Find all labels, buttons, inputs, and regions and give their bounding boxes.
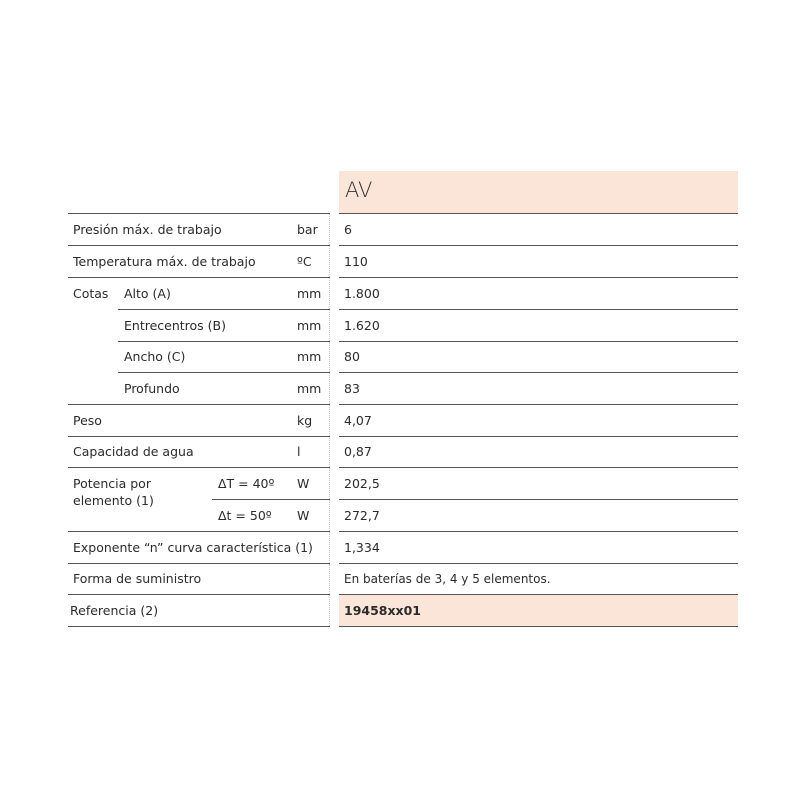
- row-value: 6: [344, 222, 352, 237]
- row-value: 202,5: [344, 476, 380, 491]
- group-label-cotas: Cotas: [73, 286, 109, 301]
- row-value: 19458xx01: [344, 603, 422, 618]
- row-label: Alto (A): [124, 286, 171, 301]
- row-label: ΔT = 40º: [218, 476, 275, 491]
- row-label: Profundo: [124, 381, 180, 396]
- spec-row-water-capacity: [0, 437, 800, 468]
- row-unit: W: [297, 476, 310, 491]
- row-label: Ancho (C): [124, 349, 186, 364]
- row-label: Entrecentros (B): [124, 318, 226, 333]
- row-label: Exponente “n” curva característica (1): [73, 540, 313, 555]
- row-value: 1.620: [344, 318, 380, 333]
- spec-row-pressure: [0, 214, 800, 246]
- row-value: En baterías de 3, 4 y 5 elementos.: [344, 572, 551, 586]
- spec-row-depth: [0, 373, 800, 405]
- row-value: 4,07: [344, 413, 372, 428]
- row-label: Forma de suministro: [73, 571, 202, 586]
- spec-row-width: [0, 342, 800, 373]
- row-value: 80: [344, 349, 360, 364]
- group-label-power-line2: elemento (1): [73, 493, 154, 508]
- spec-row-temperature: [0, 246, 800, 278]
- row-unit: W: [297, 508, 310, 523]
- row-label: Referencia (2): [70, 603, 159, 618]
- row-value: 1.800: [344, 286, 380, 301]
- spec-row-center-distance: [0, 310, 800, 342]
- row-value: 0,87: [344, 444, 372, 459]
- model-name: AV: [345, 178, 373, 202]
- row-label: Capacidad de agua: [73, 444, 194, 459]
- row-label: Temperatura máx. de trabajo: [73, 254, 256, 269]
- row-label: Presión máx. de trabajo: [73, 222, 222, 237]
- group-label-power-line1: Potencia por: [73, 476, 151, 491]
- spec-row-power-50: [0, 500, 800, 532]
- row-unit: mm: [297, 381, 322, 396]
- row-unit: mm: [297, 318, 322, 333]
- row-unit: l: [297, 444, 301, 459]
- row-unit: bar: [297, 222, 318, 237]
- model-header: [339, 171, 738, 214]
- row-unit: kg: [297, 413, 313, 428]
- spec-row-exponent: [0, 532, 800, 564]
- spec-row-power-40: [0, 468, 800, 508]
- row-unit: ºC: [297, 254, 312, 269]
- row-unit: mm: [297, 349, 322, 364]
- row-value: 272,7: [344, 508, 380, 523]
- row-label: Peso: [73, 413, 102, 428]
- spec-row-reference: [0, 595, 800, 627]
- row-value: 1,334: [344, 540, 380, 555]
- spec-row-supply-form: [0, 564, 800, 595]
- row-value: 83: [344, 381, 360, 396]
- row-label: Δt = 50º: [218, 508, 272, 523]
- row-unit: mm: [297, 286, 322, 301]
- spec-row-height: [0, 278, 800, 310]
- spec-row-weight: [0, 405, 800, 437]
- row-value: 110: [344, 254, 368, 269]
